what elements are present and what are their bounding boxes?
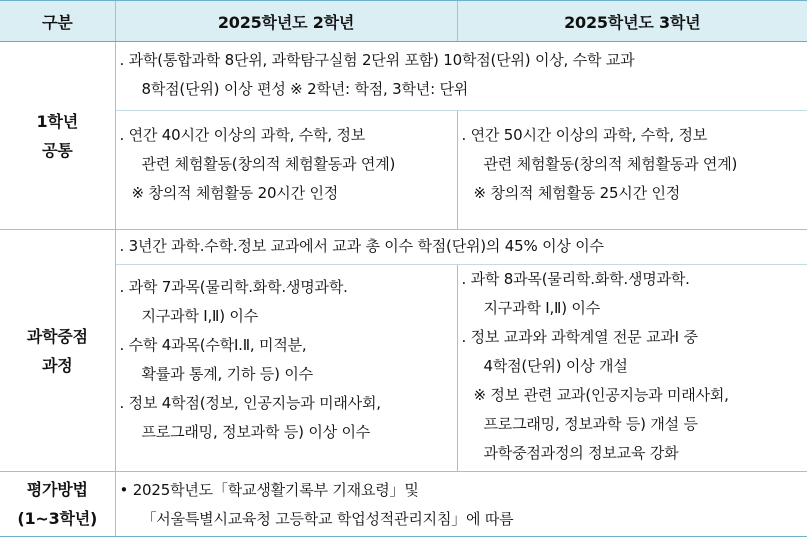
common-span-line1: . 과학(통합과학 8단위, 과학탐구실험 2단위 포함) 10학점(단위) 이상, 수학 교과: [119, 51, 635, 69]
common-split-row: [0, 111, 807, 230]
common-grade2-cell: . 연간 40시간 이상의 과학, 수학, 정보 관련 체험활동(창의적 체험활동과 연계) ※ 창의적 체험활동 20시간 인정: [115, 111, 457, 230]
evaluation-line2: 「서울특별시교육청 고등학교 학업성적관리지침」에 따름: [141, 510, 514, 528]
evaluation-label: 평가방법 (1~3학년): [0, 472, 115, 537]
header-grade3: 2025학년도 3학년: [457, 1, 807, 42]
science-span-cell: . 3년간 과학.수학.정보 교과에서 교과 총 이수 학점(단위)의 45% 이상 이수: [115, 230, 807, 265]
common-span-line2: 8학점(단위) 이상 편성 ※ 2학년: 학점, 3학년: 단위: [141, 80, 469, 98]
common-grade3-cell: . 연간 50시간 이상의 과학, 수학, 정보 관련 체험활동(창의적 체험활동과 연계) ※ 창의적 체험활동 25시간 인정: [457, 111, 807, 230]
header-row: [0, 1, 807, 42]
science-label: 과학중점 과정: [0, 230, 115, 472]
header-grade2: 2025학년도 2학년: [115, 1, 457, 42]
evaluation-cell: [115, 472, 807, 537]
evaluation-row: [0, 472, 807, 537]
common-label: 1학년 공통: [0, 42, 115, 230]
science-grade3-cell: . 과학 8과목(물리학.화학.생명과학. 지구과학 Ⅰ,Ⅱ) 이수 . 정보 교과와 과학계열 전문 교과Ⅰ 중 4학점(단위) 이상 개설 ※ 정보 관련 교과(인공지능과 미래사회, 프로그래밍, 정보과학 등) 개설 등 과학중점과정의 정보교육 강화: [457, 265, 807, 472]
header-category: 구분: [0, 1, 115, 42]
science-split-row: [0, 265, 807, 472]
science-span-row: [0, 230, 807, 265]
common-span-cell: [115, 42, 807, 111]
common-span-row: [0, 42, 807, 111]
science-grade2-cell: . 과학 7과목(물리학.화학.생명과학. 지구과학 Ⅰ,Ⅱ) 이수 . 수학 4과목(수학Ⅰ.Ⅱ, 미적분, 확률과 통계, 기하 등) 이수 . 정보 4학점(정보, 인공지능과 미래사회, 프로그래밍, 정보과학 등) 이상 이수: [115, 265, 457, 472]
evaluation-line1: • 2025학년도「학교생활기록부 기재요령」및: [119, 481, 419, 499]
